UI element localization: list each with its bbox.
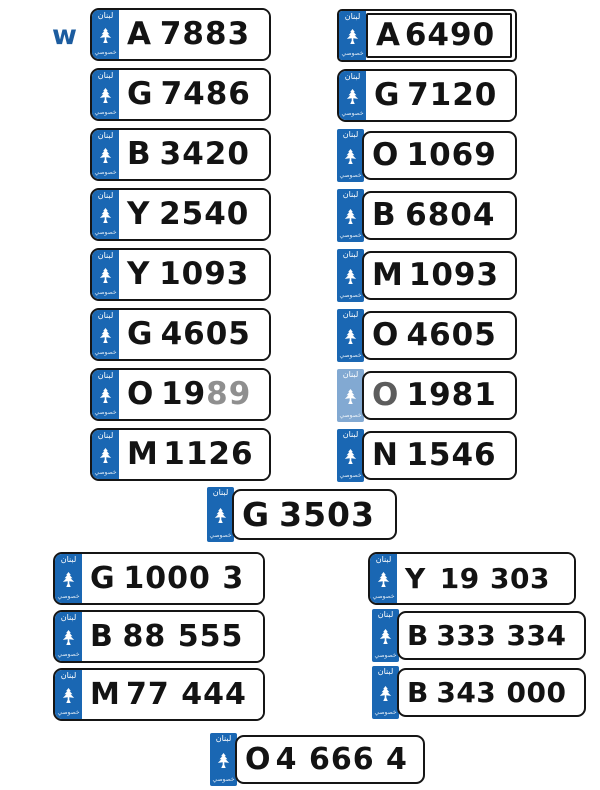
license-plate — [53, 552, 265, 605]
plate-face — [397, 554, 574, 603]
plate-column-top-right — [337, 9, 517, 482]
country-label-arabic: لبنان — [97, 131, 114, 140]
plate-face — [119, 10, 269, 59]
watermark: w — [52, 20, 77, 51]
plate-type-label-arabic: خصوصي — [94, 109, 117, 117]
plate-country-band — [92, 10, 119, 59]
plate-type-label-arabic: خصوصي — [209, 532, 232, 540]
license-plate — [53, 668, 265, 721]
plate-number: 7883 — [159, 16, 251, 52]
plate-number: 1989 — [161, 376, 252, 412]
country-label-arabic: لبنان — [212, 488, 229, 497]
cedar-icon — [98, 327, 113, 344]
plate-country-band — [92, 430, 119, 479]
plate-letter: A — [376, 17, 400, 53]
plate-number: 7120 — [407, 77, 498, 113]
plate-country-band — [337, 249, 364, 302]
plate-letter: M — [90, 676, 120, 712]
plate-number: 7486 — [160, 76, 251, 112]
plate-type-label-arabic: خصوصي — [94, 349, 117, 357]
plate-number: 2540 — [159, 196, 250, 232]
license-plate — [90, 128, 271, 181]
plate-letter: O — [127, 376, 154, 412]
plate-face — [119, 370, 269, 419]
plate-face — [82, 670, 263, 719]
cedar-icon — [98, 387, 113, 404]
plate-number: 6804 — [405, 197, 496, 233]
plate-number: 4 666 4 — [275, 741, 408, 777]
cedar-icon — [343, 268, 358, 285]
plate-face — [362, 371, 517, 420]
license-plate — [337, 189, 517, 242]
plate-type-label-arabic: خصوصي — [339, 232, 362, 240]
plate-country-band — [92, 70, 119, 119]
plate-type-label-arabic: خصوصي — [372, 593, 395, 601]
plate-type-label-arabic: خصوصي — [57, 709, 80, 717]
plate-type-label-arabic: خصوصي — [57, 593, 80, 601]
plate-letter: Y — [127, 256, 150, 292]
plate-letter: N — [372, 437, 398, 473]
cedar-icon — [345, 28, 360, 45]
plate-face — [235, 735, 425, 784]
plate-number: 4605 — [160, 316, 251, 352]
license-plate — [372, 666, 586, 719]
plate-country-band — [55, 670, 82, 719]
plate-face — [119, 430, 269, 479]
cedar-icon — [98, 447, 113, 464]
country-label-arabic: لبنان — [377, 610, 394, 619]
plate-type-label-arabic: خصوصي — [94, 169, 117, 177]
plate-country-band — [337, 189, 364, 242]
plate-letter: Y — [405, 561, 426, 595]
plate-letter: G — [242, 495, 270, 534]
plate-number: 19 303 — [439, 561, 550, 595]
plate-face — [362, 311, 517, 360]
plate-country-band — [339, 71, 366, 120]
plate-country-band — [55, 554, 82, 603]
cedar-icon — [343, 388, 358, 405]
plate-row-bottom-center — [210, 733, 425, 786]
cedar-icon — [343, 208, 358, 225]
license-plate — [337, 249, 517, 302]
cedar-icon — [98, 267, 113, 284]
plate-type-label-arabic: خصوصي — [339, 412, 362, 420]
plate-country-band — [92, 310, 119, 359]
plate-country-band — [337, 429, 364, 482]
license-plate — [368, 552, 576, 605]
plate-number: 88 555 — [122, 618, 244, 654]
country-label-arabic: لبنان — [60, 671, 77, 680]
country-label-arabic: لبنان — [375, 555, 392, 564]
plate-letter: Y — [127, 196, 150, 232]
plate-face — [232, 489, 397, 540]
license-plate — [90, 308, 271, 361]
plate-letter: O — [372, 317, 399, 353]
cedar-icon — [343, 148, 358, 165]
plate-type-label-arabic: خصوصي — [374, 709, 397, 717]
plate-number: 1981 — [406, 377, 497, 413]
country-label-arabic: لبنان — [97, 251, 114, 260]
plate-number: 4605 — [406, 317, 497, 353]
plate-type-label-arabic: خصوصي — [374, 652, 397, 660]
plate-face — [119, 310, 269, 359]
plate-letter: G — [374, 77, 400, 113]
plate-number: 1546 — [406, 437, 497, 473]
country-label-arabic: لبنان — [342, 250, 359, 259]
country-label-arabic: لبنان — [97, 11, 114, 20]
country-label-arabic: لبنان — [97, 71, 114, 80]
country-label-arabic: لبنان — [60, 555, 77, 564]
license-plate — [90, 248, 271, 301]
plate-number: 1069 — [406, 137, 497, 173]
plate-face — [119, 190, 269, 239]
license-plate — [207, 487, 397, 542]
license-plate — [90, 8, 271, 61]
plate-face — [119, 130, 269, 179]
plate-country-band — [92, 250, 119, 299]
plate-type-label-arabic: خصوصي — [94, 49, 117, 57]
cedar-icon — [216, 752, 231, 769]
plate-number: 1093 — [408, 257, 500, 293]
license-plate — [337, 309, 517, 362]
cedar-icon — [61, 571, 76, 588]
license-plate — [337, 9, 517, 62]
plate-number: 1093 — [159, 256, 250, 292]
license-plate — [337, 69, 517, 122]
plate-type-label-arabic: خصوصي — [341, 110, 364, 118]
cedar-icon — [376, 571, 391, 588]
plate-number: 1126 — [163, 436, 254, 472]
license-plate — [90, 428, 271, 481]
license-plate — [337, 129, 517, 182]
plate-number: 3503 — [279, 495, 375, 534]
plate-type-label-arabic: خصوصي — [339, 292, 362, 300]
plate-type-label-arabic: خصوصي — [94, 229, 117, 237]
plate-letter: O — [372, 377, 399, 413]
license-plate — [337, 429, 517, 482]
plate-country-band — [92, 190, 119, 239]
country-label-arabic: لبنان — [344, 12, 361, 21]
country-label-arabic: لبنان — [342, 310, 359, 319]
plate-type-label-arabic: خصوصي — [339, 352, 362, 360]
plate-face — [397, 668, 586, 717]
country-label-arabic: لبنان — [97, 371, 114, 380]
plate-country-band — [370, 554, 397, 603]
plate-letter: M — [127, 436, 158, 472]
plate-row-middle — [207, 487, 397, 542]
plate-letter: O — [245, 741, 271, 777]
plate-face — [362, 131, 517, 180]
license-plate — [90, 68, 271, 121]
license-plate — [337, 369, 517, 422]
license-plate — [372, 609, 586, 662]
cedar-icon — [61, 687, 76, 704]
plate-letter: O — [372, 137, 399, 173]
plate-country-band — [210, 733, 237, 786]
plate-column-bottom-right — [368, 552, 586, 719]
plate-column-top-left — [90, 8, 271, 481]
plate-face — [119, 70, 269, 119]
plate-face — [82, 554, 263, 603]
plate-face — [362, 431, 517, 480]
plate-type-label-arabic: خصوصي — [94, 469, 117, 477]
plate-letter: B — [372, 197, 396, 233]
country-label-arabic: لبنان — [97, 311, 114, 320]
country-label-arabic: لبنان — [342, 190, 359, 199]
country-label-arabic: لبنان — [342, 370, 359, 379]
plate-type-label-arabic: خصوصي — [341, 50, 364, 58]
plate-letter: G — [127, 76, 153, 112]
country-label-arabic: لبنان — [344, 72, 361, 81]
plate-letter: B — [407, 618, 429, 652]
plate-face — [362, 251, 517, 300]
plate-country-band — [339, 11, 366, 60]
plate-type-label-arabic: خصوصي — [212, 776, 235, 784]
plate-country-band — [372, 666, 399, 719]
country-label-arabic: لبنان — [342, 430, 359, 439]
license-plate — [210, 733, 425, 786]
plate-type-label-arabic: خصوصي — [57, 651, 80, 659]
plate-face — [366, 13, 512, 58]
plate-letter: B — [127, 136, 151, 172]
plate-type-label-arabic: خصوصي — [94, 409, 117, 417]
plate-column-bottom-left — [53, 552, 265, 721]
plate-country-band — [92, 130, 119, 179]
plate-number: 333 334 — [436, 618, 567, 652]
country-label-arabic: لبنان — [377, 667, 394, 676]
plate-number: 3420 — [159, 136, 250, 172]
country-label-arabic: لبنان — [60, 613, 77, 622]
plate-letter: G — [90, 560, 115, 596]
plate-letter: B — [90, 618, 113, 654]
cedar-icon — [378, 628, 393, 645]
plate-face — [362, 191, 517, 240]
cedar-icon — [343, 328, 358, 345]
license-plate — [53, 610, 265, 663]
cedar-icon — [378, 685, 393, 702]
plate-letter: M — [372, 257, 403, 293]
plate-number: 6490 — [404, 17, 496, 53]
country-label-arabic: لبنان — [97, 191, 114, 200]
plate-country-band — [372, 609, 399, 662]
plate-face — [366, 71, 515, 120]
country-label-arabic: لبنان — [215, 734, 232, 743]
plate-type-label-arabic: خصوصي — [94, 289, 117, 297]
country-label-arabic: لبنان — [97, 431, 114, 440]
plate-letter: B — [407, 675, 429, 709]
plate-number: 1000 3 — [123, 560, 245, 596]
license-plate — [90, 188, 271, 241]
plate-country-band — [337, 369, 364, 422]
cedar-icon — [345, 88, 360, 105]
plate-country-band — [337, 129, 364, 182]
cedar-icon — [98, 27, 113, 44]
license-plate — [90, 368, 271, 421]
cedar-icon — [213, 507, 228, 524]
plate-country-band — [207, 487, 234, 542]
country-label-arabic: لبنان — [342, 130, 359, 139]
cedar-icon — [98, 87, 113, 104]
plate-number: 77 444 — [126, 676, 247, 712]
plate-letter: A — [127, 16, 151, 52]
plate-type-label-arabic: خصوصي — [339, 472, 362, 480]
plate-country-band — [92, 370, 119, 419]
cedar-icon — [98, 147, 113, 164]
cedar-icon — [98, 207, 113, 224]
plate-country-band — [337, 309, 364, 362]
plate-type-label-arabic: خصوصي — [339, 172, 362, 180]
plate-number: 343 000 — [436, 675, 567, 709]
plate-country-band — [55, 612, 82, 661]
plate-face — [119, 250, 269, 299]
plate-face — [397, 611, 586, 660]
cedar-icon — [343, 448, 358, 465]
cedar-icon — [61, 629, 76, 646]
plate-face — [82, 612, 263, 661]
plate-letter: G — [127, 316, 153, 352]
